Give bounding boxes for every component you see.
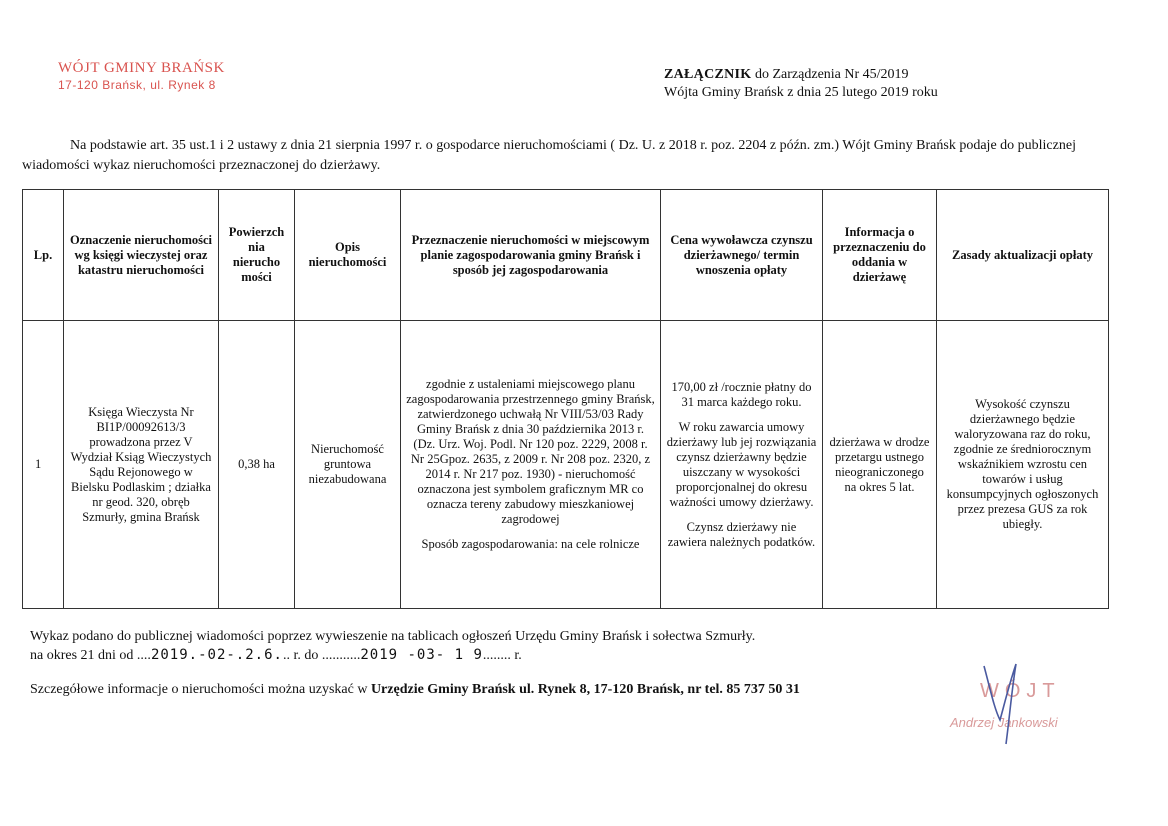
cena-rozliczenie-text: W roku zawarcia umowy dzierżawy lub jej rozwiązania czynsz dzierżawny będzie uiszczany w wysokości proporcjonalnej do okresu ważności umowy dzierżawy. <box>666 419 817 509</box>
cell-oznaczenie: Księga Wieczysta Nr BI1P/00092613/3 prowadzona przez V Wydział Ksiąg Wieczystych Sądu Rejonowego w Bielsku Podlaskim ; działka nr geod. 320, obręb Szmurły, gmina Brańsk <box>64 321 219 609</box>
sposob-text: Sposób zagospodarowania: na cele rolnicze <box>421 537 640 551</box>
cell-powierzchnia: 0,38 ha <box>219 321 295 609</box>
header-informacja: Informacja o przeznaczeniu do oddania w dzierżawę <box>823 190 937 321</box>
cena-podatki-text: Czynsz dzierżawy nie zawiera należnych podatków. <box>667 519 816 549</box>
date-to: 2019 -03- 1 9 <box>360 647 483 663</box>
posting-info <box>30 628 755 665</box>
contact-address: Urzędzie Gminy Brańsk ul. Rynek 8, 17-120 Brańsk, nr tel. 85 737 50 31 <box>370 682 800 697</box>
contact-prefix: Szczegółowe informacje o nieruchomości można uzyskać w <box>30 682 371 697</box>
cell-informacja: dzierżawa w drodze przetargu ustnego nieograniczonego na okres 5 lat. <box>823 321 937 609</box>
header-oznaczenie: Oznaczenie nieruchomości wg księgi wieczystej oraz katastru nieruchomości <box>64 190 219 321</box>
header-lp: Lp. <box>23 190 64 321</box>
header-zasady: Zasady aktualizacji opłaty <box>937 190 1109 321</box>
przeznaczenie-text: zgodnie z ustaleniami miejscowego planu zagospodarowania przestrzennego gminy Brańsk, zatwierdzonego uchwałą Nr VIII/53/03 Rady Gminy Brańsk z dnia 30 października 2013 r. (Dz. Urz. Woj. Podl. Nr 120 poz. 2229, 2008 r. Nr 25Gpoz. 2635, z 2009 r. Nr 208 poz. 2320, z 2014 r. Nr 217 poz. 1930) - nieruchomość oznaczona jest symbolem graficznym MR co oznacza tereny zabudowy mieszkaniowej zagrodowej <box>406 377 655 526</box>
period-prefix: na okres 21 dni od .... <box>30 648 151 663</box>
annex-regulation: do Zarządzenia Nr 45/2019 <box>751 67 909 82</box>
cell-cena <box>661 321 823 609</box>
table-header-row <box>23 190 1109 321</box>
cell-opis: Nieruchomość gruntowa niezabudowana <box>295 321 401 609</box>
posting-period-line <box>30 646 755 665</box>
signature-stamp <box>950 680 1061 730</box>
period-suffix: ........ r. <box>482 648 522 663</box>
annex-date-line: Wójta Gminy Brańsk z dnia 25 lutego 2019 roku <box>664 85 938 100</box>
header-powierzchnia: Powierzch nia nierucho mości <box>219 190 295 321</box>
contact-info <box>30 681 800 699</box>
intro-text: Na podstawie art. 35 ust.1 i 2 ustawy z dnia 21 sierpnia 1997 r. o gospodarce nieruchomościami ( Dz. U. z 2018 r. poz. 2204 z późn. zm.) Wójt Gminy Brańsk podaje do publicznej wiadomości wykaz nieruchomości przeznaczonej do dzierżawy. <box>22 138 1076 173</box>
office-stamp <box>58 60 225 92</box>
date-from: 2019.-02-.2.6. <box>150 647 283 663</box>
posting-line: Wykaz podano do publicznej wiadomości poprzez wywieszenie na tablicach ogłoszeń Urzędu Gminy Brańsk i sołectwa Szmurły. <box>30 629 756 644</box>
period-mid: .. r. do ........... <box>282 648 361 663</box>
property-table <box>22 189 1109 609</box>
signature-title: WÓJT <box>980 680 1061 702</box>
table-row <box>23 321 1109 609</box>
stamp-line-1: WÓJT GMINY BRAŃSK <box>58 60 225 76</box>
stamp-line-2: 17-120 Brańsk, ul. Rynek 8 <box>58 77 216 92</box>
intro-paragraph <box>22 136 1112 176</box>
header-cena: Cena wywoławcza czynszu dzierżawnego/ termin wnoszenia opłaty <box>661 190 823 321</box>
annex-label: ZAŁĄCZNIK <box>664 67 752 82</box>
cell-lp: 1 <box>23 321 64 609</box>
handwritten-signature-icon <box>976 658 1036 748</box>
cena-text: 170,00 zł /rocznie płatny do 31 marca każdego roku. <box>671 379 812 409</box>
signature-name: Andrzej Jankowski <box>950 715 1058 730</box>
annex-header <box>664 66 938 102</box>
cell-zasady: Wysokość czynszu dzierżawnego będzie waloryzowana raz do roku, zgodnie ze średniorocznym wskaźnikiem wzrostu cen towarów i usług konsumpcyjnych ogłoszonych przez prezesa GUS za rok ubiegły. <box>937 321 1109 609</box>
header-opis: Opis nieruchomości <box>295 190 401 321</box>
cell-przeznaczenie <box>401 321 661 609</box>
header-przeznaczenie: Przeznaczenie nieruchomości w miejscowym planie zagospodarowania gminy Brańsk i sposób jej zagospodarowania <box>401 190 661 321</box>
